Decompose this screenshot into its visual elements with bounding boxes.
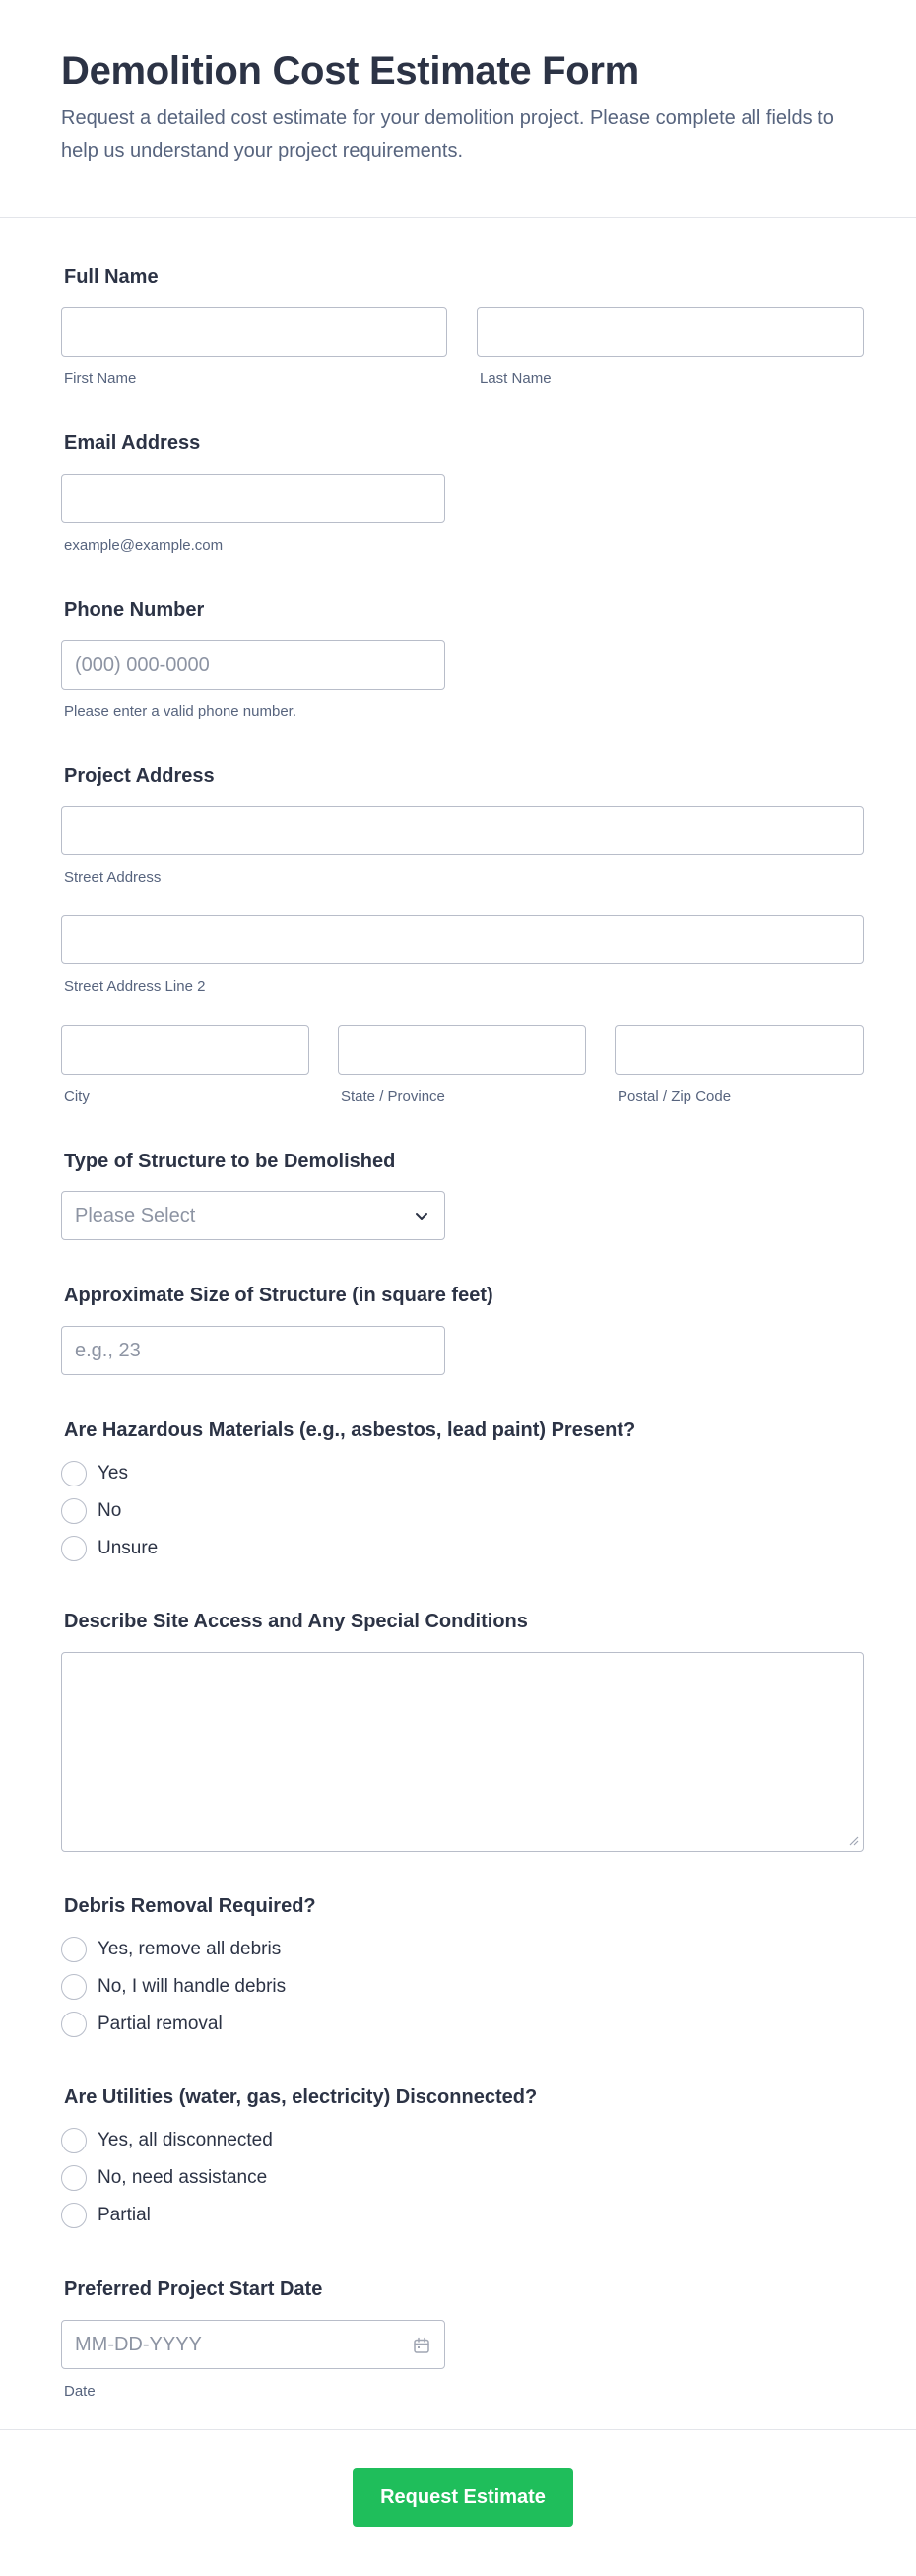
radio-label: Partial removal: [98, 2014, 223, 2034]
debris-option-self-handle[interactable]: [61, 1974, 286, 2000]
state-sublabel: State / Province: [341, 1089, 445, 1105]
radio-label: No: [98, 1500, 122, 1521]
radio-label: Yes, remove all debris: [98, 1939, 282, 1959]
zip-input[interactable]: [615, 1025, 864, 1075]
structure-type-selected: Please Select: [75, 1205, 196, 1226]
radio-button[interactable]: [61, 1536, 87, 1561]
radio-label: Partial: [98, 2205, 151, 2225]
city-sublabel: City: [64, 1089, 90, 1105]
hazardous-option-no[interactable]: [61, 1498, 121, 1524]
utilities-option-all-disconnected[interactable]: [61, 2128, 273, 2153]
city-input[interactable]: [61, 1025, 309, 1075]
phone-input[interactable]: [61, 640, 445, 690]
hazardous-materials-label: Are Hazardous Materials (e.g., asbestos, lead paint) Present?: [64, 1420, 636, 1441]
radio-button[interactable]: [61, 1974, 87, 2000]
structure-size-input[interactable]: [61, 1326, 445, 1375]
start-date-label: Preferred Project Start Date: [64, 2279, 323, 2300]
first-name-input[interactable]: [61, 307, 447, 357]
debris-option-partial[interactable]: [61, 2012, 223, 2037]
structure-type-label: Type of Structure to be Demolished: [64, 1151, 396, 1172]
radio-label: Yes: [98, 1463, 128, 1484]
full-name-label: Full Name: [64, 266, 159, 288]
form-header: [0, 0, 916, 218]
radio-label: Unsure: [98, 1538, 159, 1558]
last-name-sublabel: Last Name: [480, 370, 552, 387]
calendar-icon[interactable]: [412, 2336, 431, 2355]
state-input[interactable]: [338, 1025, 586, 1075]
radio-button[interactable]: [61, 1937, 87, 1962]
date-placeholder: MM-DD-YYYY: [75, 2334, 202, 2355]
debris-option-remove-all[interactable]: [61, 1937, 281, 1962]
utilities-option-need-assistance[interactable]: [61, 2165, 267, 2191]
utilities-option-partial[interactable]: [61, 2203, 151, 2228]
last-name-input[interactable]: [477, 307, 864, 357]
structure-type-select[interactable]: [61, 1191, 445, 1240]
street-address-line2-sublabel: Street Address Line 2: [64, 978, 206, 995]
structure-size-label: Approximate Size of Structure (in square feet): [64, 1285, 493, 1306]
first-name-sublabel: First Name: [64, 370, 137, 387]
form-title: Demolition Cost Estimate Form: [61, 49, 639, 93]
street-address-sublabel: Street Address: [64, 869, 162, 886]
start-date-input[interactable]: [61, 2320, 445, 2369]
radio-label: Yes, all disconnected: [98, 2130, 273, 2150]
radio-button[interactable]: [61, 1461, 87, 1486]
request-estimate-button[interactable]: Request Estimate: [353, 2468, 573, 2527]
email-sublabel: example@example.com: [64, 537, 224, 554]
street-address-line2-input[interactable]: [61, 915, 864, 964]
site-access-label: Describe Site Access and Any Special Conditions: [64, 1611, 528, 1632]
hazardous-option-yes[interactable]: [61, 1461, 128, 1486]
form-description: Request a detailed cost estimate for your demolition project. Please complete all fields to help us understand your project requirements.: [61, 107, 834, 162]
radio-button[interactable]: [61, 2165, 87, 2191]
chevron-down-icon: [413, 1207, 430, 1224]
hazardous-option-unsure[interactable]: [61, 1536, 158, 1561]
radio-label: No, need assistance: [98, 2167, 268, 2188]
email-label: Email Address: [64, 432, 201, 454]
email-input[interactable]: [61, 474, 445, 523]
radio-label: No, I will handle debris: [98, 1976, 287, 1997]
radio-button[interactable]: [61, 2128, 87, 2153]
project-address-label: Project Address: [64, 765, 215, 787]
start-date-sublabel: Date: [64, 2383, 96, 2400]
phone-label: Phone Number: [64, 599, 205, 621]
zip-sublabel: Postal / Zip Code: [618, 1089, 732, 1105]
radio-button[interactable]: [61, 1498, 87, 1524]
utilities-label: Are Utilities (water, gas, electricity) Disconnected?: [64, 2086, 538, 2108]
phone-sublabel: Please enter a valid phone number.: [64, 703, 296, 720]
radio-button[interactable]: [61, 2203, 87, 2228]
site-access-textarea[interactable]: [61, 1652, 864, 1852]
radio-button[interactable]: [61, 2012, 87, 2037]
debris-removal-label: Debris Removal Required?: [64, 1895, 316, 1917]
resize-grip-icon[interactable]: [847, 1834, 859, 1846]
street-address-input[interactable]: [61, 806, 864, 855]
